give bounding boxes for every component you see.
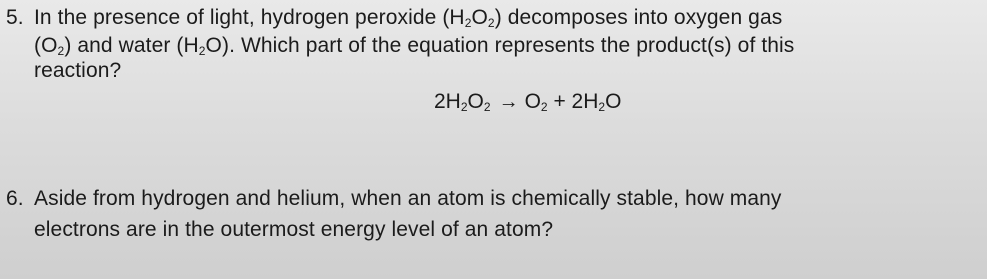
q5-text-part: reaction? bbox=[34, 59, 122, 82]
q6-text-part: Aside from hydrogen and helium, when an atom is chemically stable, how many bbox=[34, 187, 782, 210]
question-5-line-3 bbox=[34, 59, 121, 83]
subscript: 2 bbox=[540, 100, 548, 114]
subscript: 2 bbox=[57, 44, 65, 58]
subscript: 2 bbox=[598, 100, 606, 114]
product-water-oxygen: O bbox=[605, 90, 622, 113]
product-water: + 2H bbox=[547, 90, 599, 113]
q5-text-part: (O bbox=[34, 34, 58, 57]
reactant: 2H bbox=[434, 90, 461, 113]
subscript: 2 bbox=[487, 16, 495, 30]
question-5-line-1 bbox=[6, 6, 782, 30]
chemical-equation bbox=[434, 89, 621, 115]
question-5-line-2 bbox=[34, 34, 794, 58]
question-6-number: 6. bbox=[6, 187, 24, 210]
q5-text-part: ) and water (H bbox=[64, 34, 199, 57]
q5-text-part: In the presence of light, hydrogen peroxide (H bbox=[34, 6, 465, 29]
q5-text-part: O). Which part of the equation represents the product(s) of this bbox=[205, 34, 795, 57]
question-5-number: 5. bbox=[6, 6, 24, 29]
subscript: 2 bbox=[198, 44, 206, 58]
product-oxygen: O bbox=[524, 90, 541, 113]
subscript: 2 bbox=[483, 100, 491, 114]
subscript: 2 bbox=[460, 100, 468, 114]
reactant-oxygen: O bbox=[467, 90, 484, 113]
q5-text-part: O bbox=[471, 6, 488, 29]
subscript: 2 bbox=[464, 16, 472, 30]
question-6-line-1 bbox=[6, 187, 782, 211]
q6-text-part: electrons are in the outermost energy level of an atom? bbox=[34, 218, 554, 241]
question-6-line-2 bbox=[34, 218, 553, 242]
q5-text-part: ) decomposes into oxygen gas bbox=[494, 6, 783, 29]
reaction-arrow-icon: → bbox=[498, 91, 519, 113]
